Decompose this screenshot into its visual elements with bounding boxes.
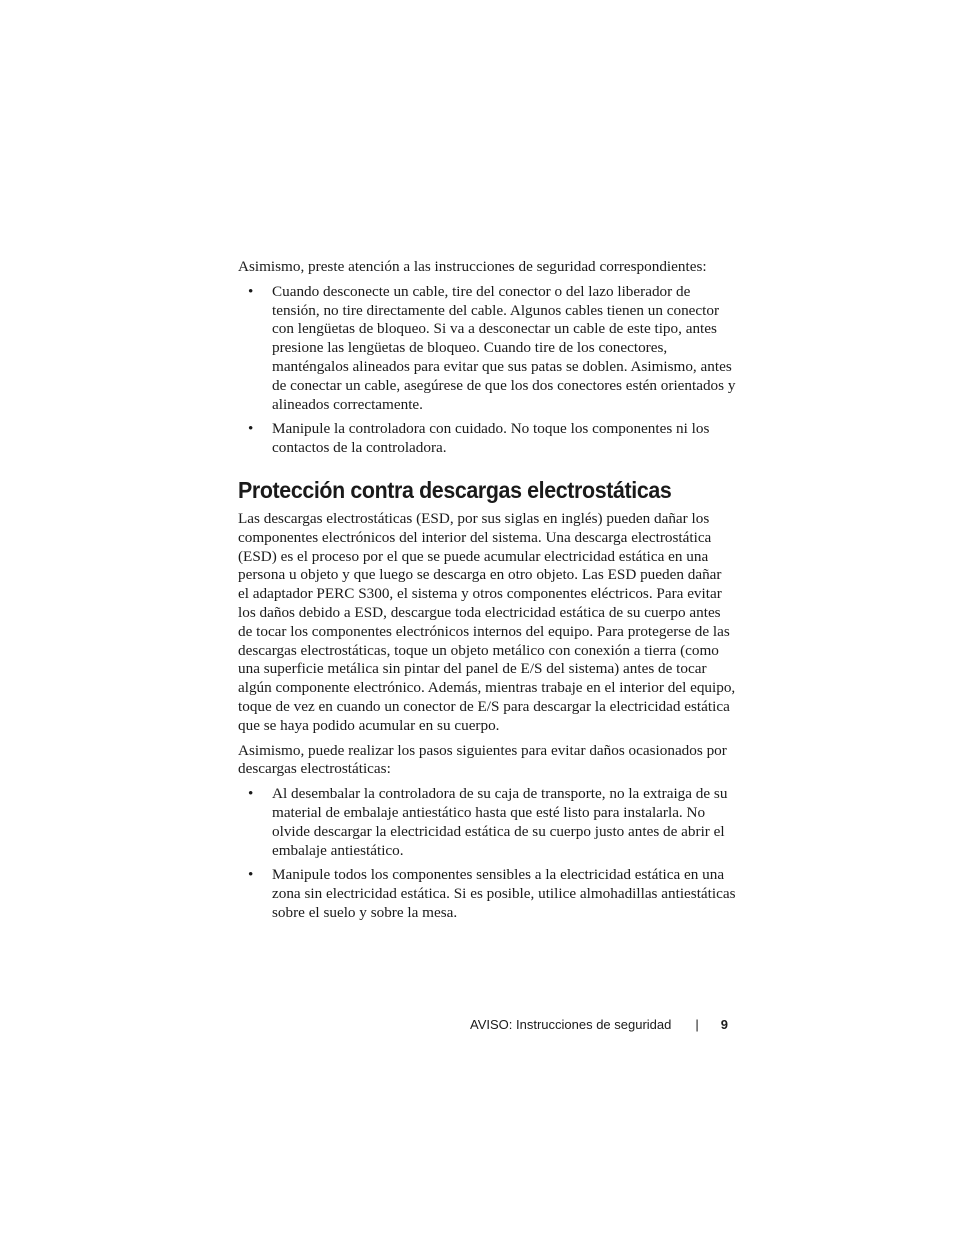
page-footer bbox=[0, 1016, 728, 1034]
page-number: 9 bbox=[720, 1017, 728, 1032]
list-item bbox=[238, 283, 736, 415]
list-item-text: Manipule todos los componentes sensibles a la electricidad estática en una zona sin electricidad estática. Si es posible, utilice almohadillas antiestáticas sobre el suelo y sobre la mesa. bbox=[272, 866, 736, 921]
list-item-text: Cuando desconecte un cable, tire del conector o del lazo liberador de tensión, no tire directamente del cable. Algunos cables tienen un conector con lengüetas de bloqueo. Si va a desconectar un cable de este tipo, antes presione las lengüetas de bloqueo. Cuando tire de los conectores, manténgalos alineados para evitar que sus patas se doblen. Asimismo, antes de conectar un cable, asegúrese de que los dos conectores estén orientados y alineados correctamente. bbox=[272, 282, 736, 413]
list-item-text: Al desembalar la controladora de su caja de transporte, no la extraiga de su material de embalaje antiestático hasta que esté listo para instalarla. No olvide descargar la electricidad estática de su cuerpo justo antes de abrir el embalaje antiestático. bbox=[272, 785, 728, 859]
safety-instructions-list bbox=[238, 283, 736, 458]
page-content bbox=[238, 258, 736, 929]
bullet-icon: • bbox=[248, 420, 254, 438]
esd-paragraph: Las descargas electrostáticas (ESD, por sus siglas en inglés) pueden dañar los componentes electrónicos del interior del sistema. Una descarga electrostática (ESD) es el proceso por el que se puede acumular electricidad estática en una persona u objeto y que luego se descarga en otro objeto. Las ESD pueden dañar el adaptador PERC S300, el sistema y otros componentes eléctricos. Para evitar los daños debido a ESD, descargue toda electricidad estática de su cuerpo antes de tocar los componentes electrónicos internos del equipo. Para protegerse de las descargas electrostáticas, toque un objeto metálico con conexión a tierra (como una superficie metálica sin pintar del panel de E/S del sistema) antes de tocar algún componente electrónico. Además, mientras trabaje en el interior del equipo, toque de vez en cuando un conector de E/S para descargar la electricidad estática que se haya podido acumular en su cuerpo. bbox=[238, 509, 736, 734]
section-heading: Protección contra descargas electrostáticas bbox=[238, 476, 672, 503]
list-item bbox=[238, 785, 736, 860]
footer-separator: | bbox=[695, 1017, 699, 1032]
bullet-icon: • bbox=[248, 866, 254, 884]
list-item bbox=[238, 866, 736, 922]
esd-steps-intro: Asimismo, puede realizar los pasos siguientes para evitar daños ocasionados por descargas electrostáticas: bbox=[238, 741, 727, 778]
esd-steps-list bbox=[238, 785, 736, 923]
list-item bbox=[238, 420, 736, 458]
list-item-text: Manipule la controladora con cuidado. No toque los componentes ni los contactos de la controladora. bbox=[272, 420, 710, 457]
bullet-icon: • bbox=[248, 785, 254, 803]
bullet-icon: • bbox=[248, 282, 254, 300]
intro-paragraph: Asimismo, preste atención a las instrucciones de seguridad correspondientes: bbox=[238, 258, 707, 275]
footer-section-title: AVISO: Instrucciones de seguridad bbox=[470, 1017, 672, 1032]
